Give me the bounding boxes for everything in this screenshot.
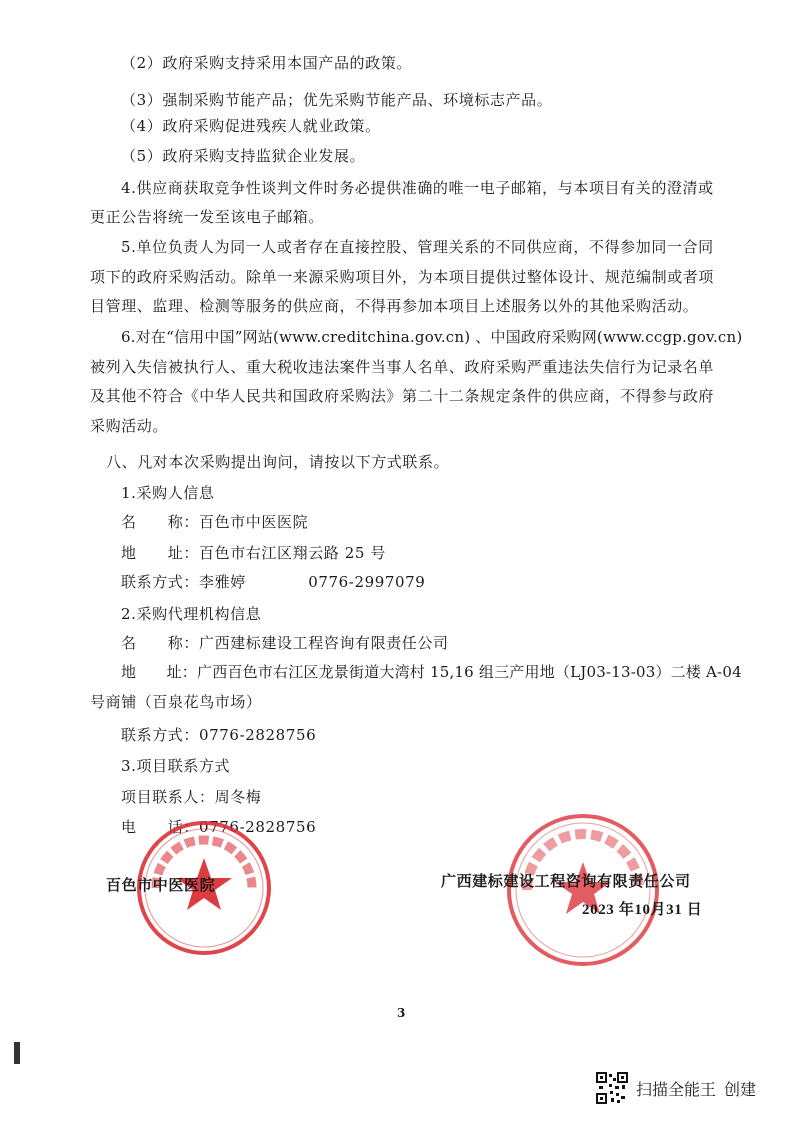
project-contact-person: 项目联系人：周冬梅	[121, 788, 262, 806]
signature-date: 2023 年10月31 日	[582, 902, 703, 918]
clause-5-line-3: 目管理、监理、检测等服务的供应商，不得再参加本项目上述服务以外的其他采购活动。	[90, 297, 699, 315]
agency-address-line-2: 号商铺（百泉花鸟市场）	[90, 693, 262, 711]
signature-hospital: 百色市中医医院	[106, 878, 216, 894]
clause-6-line-1: 6.对在“信用中国”网站(www.creditchina.gov.cn) 、中国政府采购网(www.ccgp.gov.cn)	[121, 328, 743, 346]
agency-contact: 联系方式：0776-2828756	[121, 726, 317, 744]
policy-item-5: （5）政府采购支持监狱企业发展。	[121, 147, 366, 165]
page-number: 3	[397, 1006, 406, 1020]
purchaser-contact: 联系方式：李雅婷 0776-2997079	[121, 573, 426, 591]
scanner-watermark	[596, 1072, 756, 1104]
scanner-created-label: 创建	[724, 1079, 757, 1099]
scanner-app-name: 扫描全能王	[636, 1079, 717, 1099]
scan-edge-mark	[14, 1042, 20, 1064]
agency-name: 名 称：广西建标建设工程咨询有限责任公司	[121, 634, 449, 652]
project-heading: 3.项目联系方式	[121, 757, 231, 775]
clause-6-line-3: 及其他不符合《中华人民共和国政府采购法》第二十二条规定条件的供应商，不得参与政府	[90, 387, 715, 405]
qr-code-icon	[596, 1072, 628, 1104]
policy-item-3: （3）强制采购节能产品；优先采购节能产品、环境标志产品。	[121, 91, 553, 109]
clause-6-line-4: 采购活动。	[90, 417, 169, 435]
clause-6-line-2: 被列入失信被执行人、重大税收违法案件当事人名单、政府采购严重违法失信行为记录名单	[90, 358, 715, 376]
clause-5-line-2: 项下的政府采购活动。除单一来源采购项目外，为本项目提供过整体设计、规范编制或者项	[90, 268, 715, 286]
clause-5-line-1: 5.单位负责人为同一人或者存在直接控股、管理关系的不同供应商，不得参加同一合同	[121, 238, 714, 256]
purchaser-name: 名 称：百色市中医医院	[121, 513, 309, 531]
project-phone: 电 话：0776-2828756	[121, 818, 317, 836]
agency-address-line-1: 地 址：广西百色市右江区龙景街道大湾村 15,16 组三产用地（LJ03-13-03）二楼 A-04	[121, 663, 742, 681]
policy-item-4: （4）政府采购促进残疾人就业政策。	[121, 117, 381, 135]
purchaser-address: 地 址：百色市右江区翔云路 25 号	[121, 544, 387, 562]
purchaser-heading: 1.采购人信息	[121, 484, 215, 502]
clause-4-line-1: 4.供应商获取竞争性谈判文件时务必提供准确的唯一电子邮箱，与本项目有关的澄清或	[121, 179, 714, 197]
clause-4-line-2: 更正公告将统一发至该电子邮箱。	[90, 208, 325, 226]
agency-heading: 2.采购代理机构信息	[121, 605, 262, 623]
signature-agency: 广西建标建设工程咨询有限责任公司	[441, 874, 691, 890]
policy-item-2: （2）政府采购支持采用本国产品的政策。	[121, 54, 412, 72]
section-8-heading: 八、凡对本次采购提出询问，请按以下方式联系。	[106, 453, 450, 471]
